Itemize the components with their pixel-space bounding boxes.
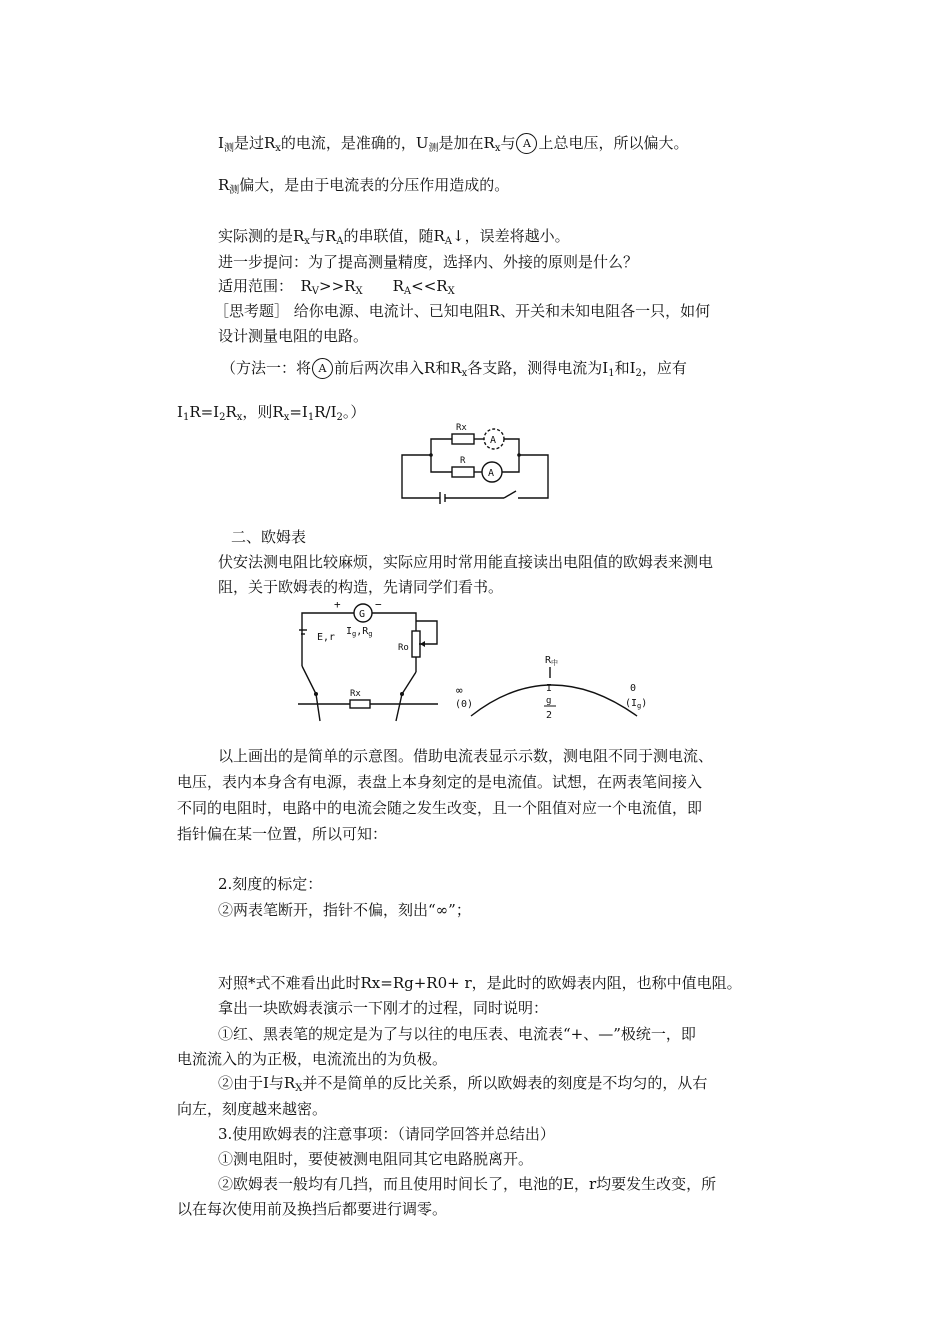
line-11: 伏安法测电阻比较麻烦，实际应用时常用能直接读出电阻值的欧姆表来测电	[218, 553, 714, 571]
ohmmeter-dial-scale	[455, 654, 665, 734]
line-26: ①测电阻时，要使被测电阻同其它电路脱离开。	[218, 1150, 534, 1168]
line-20: 拿出一块欧姆表演示一下刚才的过程，同时说明：	[218, 999, 549, 1017]
circuit-diagram-parallel	[400, 421, 560, 503]
line-8: （方法一：将 A 前后两次串入R和$R_x$各支路，测得电流为$I_1$和$I_2$，应有	[221, 359, 687, 379]
line-18: ②两表笔断开，指针不偏，刻出“∞”；	[218, 901, 471, 919]
line-15: 不同的电阻时，电路中的电流会随之发生改变，且一个阻值对应一个电流值，即	[177, 799, 703, 817]
ammeter-symbol: A	[516, 133, 537, 154]
junction-dot-right	[517, 453, 521, 457]
ig-rg-label: $I_g,R_g$	[346, 626, 373, 638]
line-24: 向左，刻度越来越密。	[177, 1100, 328, 1118]
plus-label: +	[334, 598, 341, 611]
line-2: $R_测$偏大，是由于电流表的分压作用造成的。	[218, 176, 510, 196]
ro-label: Ro	[398, 643, 409, 653]
section-heading-ohmmeter: 二、欧姆表	[231, 528, 307, 546]
dial-left-infinity: ∞	[456, 684, 463, 697]
line-7: 设计测量电阻的电路。	[218, 327, 369, 345]
line-25: 3.使用欧姆表的注意事项：（请同学回答并总结出）	[218, 1125, 555, 1143]
r-label: R	[460, 456, 466, 466]
line-9: $I_1R=I_2R_x$，则$R_x=I_1R/I_2$。）	[177, 403, 366, 423]
line-27: ②欧姆表一般均有几挡，而且使用时间长了，电池的E，r均要发生改变，所	[218, 1175, 717, 1193]
ohmmeter-circuit-diagram	[298, 598, 448, 723]
line-21: ①红、黑表笔的规定是为了与以往的电压表、电流表“+、—”极统一，即	[218, 1025, 696, 1043]
dial-left-zero-current: (0)	[455, 699, 474, 710]
battery-label: E,r	[317, 632, 336, 643]
line-1: $I_测$是过$R_x$的电流，是准确的，$U_测$是加在$R_x$与 A 上总电压，所以偏大。	[218, 134, 689, 154]
line-22: 电流流入的为正极，电流流出的为负极。	[177, 1050, 448, 1068]
dial-mid-two: 2	[546, 710, 553, 721]
dial-right-ig: $(I_g)$	[625, 698, 648, 710]
junction-dot-left	[429, 453, 433, 457]
dial-arc	[471, 685, 637, 716]
ammeter-dashed-label: A	[490, 435, 497, 446]
line-13: 以上画出的是简单的示意图。借助电流表显示示数，测电阻不同于测电流、	[218, 747, 714, 765]
rheostat-arrow	[420, 641, 425, 647]
line-28: 以在每次使用前及换挡后都要进行调零。	[177, 1200, 448, 1218]
minus-label: −	[375, 598, 382, 611]
line-14: 电压，表内本身含有电源，表盘上本身刻定的是电流值。试想，在两表笔间接入	[177, 773, 703, 791]
ammeter-label: A	[488, 468, 495, 479]
galvanometer-label: G	[359, 609, 366, 620]
line-3: 实际测的是$R_x$与$R_A$的串联值，随$R_A↓$，误差将越小。	[218, 227, 570, 247]
line-6: ［思考题］ 给你电源、电流计、已知电阻R、开关和未知电阻各一只，如何	[214, 302, 711, 320]
rx-label: Rx	[350, 689, 361, 699]
probe-dot-right	[400, 692, 404, 696]
line-17: 2.刻度的标定：	[218, 875, 323, 893]
line-16: 指针偏在某一位置，所以可知：	[177, 825, 388, 843]
ammeter-symbol: A	[312, 358, 333, 379]
dial-mid-i: I	[546, 683, 553, 694]
dial-mid-r-label: $R_中$	[545, 655, 559, 667]
line-19: 对照*式不难看出此时Rx=Rg+R0+ r，是此时的欧姆表内阻，也称中值电阻。	[218, 974, 742, 992]
dial-mid-g: g	[546, 696, 552, 706]
line-4: 进一步提问：为了提高测量精度，选择内、外接的原则是什么？	[218, 253, 639, 271]
rx-label: Rx	[456, 423, 467, 433]
line-12: 阻，关于欧姆表的构造，先请同学们看书。	[218, 578, 504, 596]
line-23: ②由于I与$R_X$并不是简单的反比关系，所以欧姆表的刻度是不均匀的，从右	[218, 1074, 708, 1094]
dial-right-zero: 0	[630, 683, 637, 694]
line-5: 适用范围： $R_V>>R_X$ $R_A<<R_X$	[218, 277, 455, 297]
probe-dot-left	[314, 692, 318, 696]
